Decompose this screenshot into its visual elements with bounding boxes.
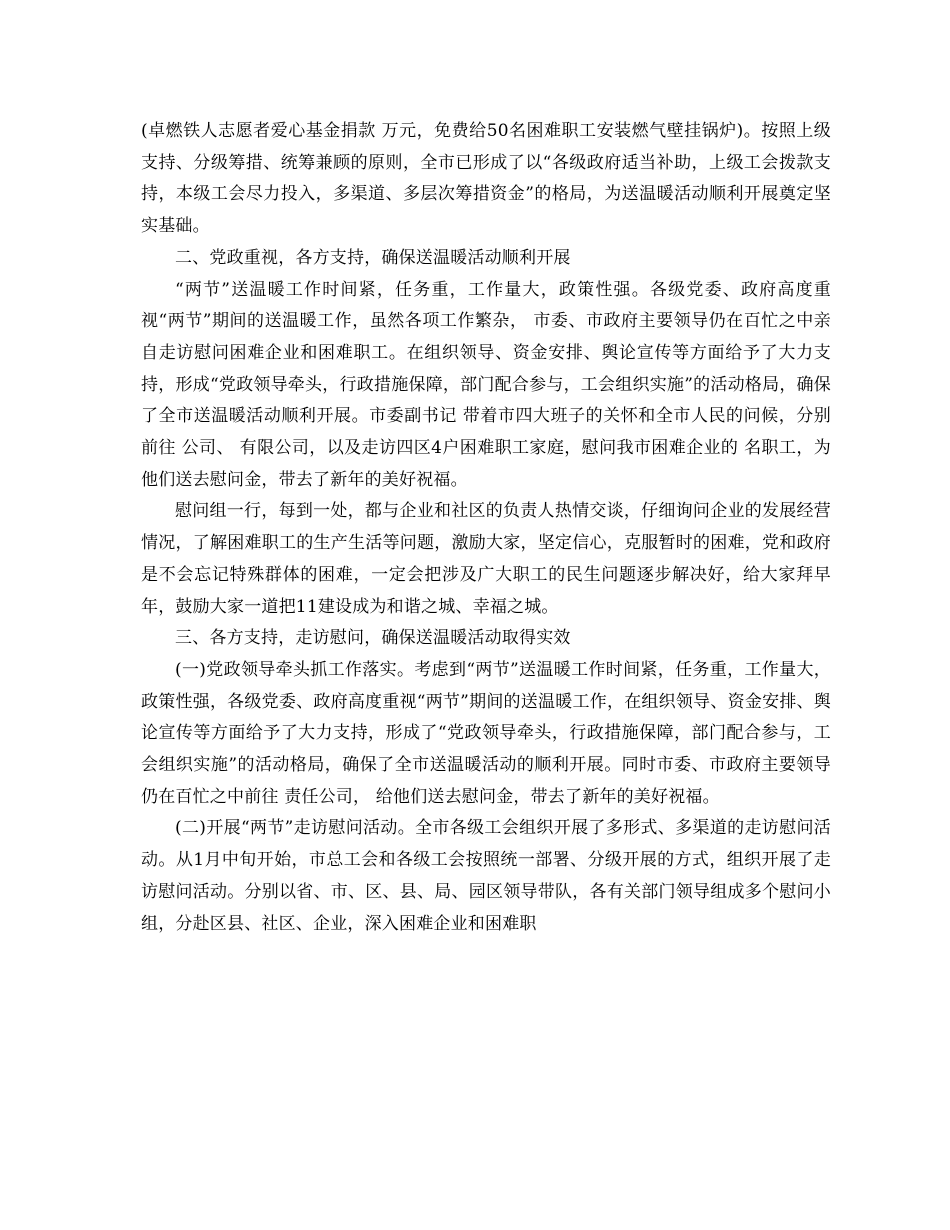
paragraph-party-support: “两节”送温暖工作时间紧，任务重，工作量大，政策性强。各级党委、政府高度重视“两节”期间的送温暖工作，虽然各项工作繁杂， 市委、市政府主要领导仍在百忙之中亲自走访慰问困难企业和困难职工。在组织领导、资金安排、舆论宣传等方面给予了大力支持，形成“党政领导牵头，行政措施保障，部门配合参与，工会组织实施”的活动格局，确保了全市送温暖活动顺利开展。市委副书记 带着市四大班子的关怀和全市人民的问候，分别前往 公司、 有限公司，以及走访四区4户困难职工家庭，慰问我市困难企业的 名职工，为他们送去慰问金，带去了新年的美好祝福。 <box>141 279 831 490</box>
section-heading-two: 二、党政重视，各方支持，确保送温暖活动顺利开展 <box>175 247 571 268</box>
paragraph-visit-activities: (二)开展“两节”走访慰问活动。全市各级工会组织开展了多形式、多渠道的走访慰问活动。从1月中旬开始，市总工会和各级工会按照统一部署、分级开展的方式，组织开展了走访慰问活动。分别以省、市、区、县、局、园区领导带队，各有关部门领导组成多个慰问小组，分赴区县、社区、企业，深入困难企业和困难职 <box>141 818 831 934</box>
section-heading-three: 三、各方支持，走访慰问，确保送温暖活动取得实效 <box>175 628 571 649</box>
document-body <box>141 116 831 940</box>
paragraph-visit-team: 慰问组一行，每到一处，都与企业和社区的负责人热情交谈，仔细询问企业的发展经营情况，了解困难职工的生产生活等问题，激励大家，坚定信心，克服暂时的困难，党和政府是不会忘记特殊群体的困难，一定会把涉及广大职工的民生问题逐步解决好，给大家拜早年，鼓励大家一道把11建设成为和谐之城、幸福之城。 <box>141 501 831 617</box>
paragraph-leadership: (一)党政领导牵头抓工作落实。考虑到“两节”送温暖工作时间紧，任务重，工作量大，政策性强，各级党委、政府高度重视“两节”期间的送温暖工作，在组织领导、资金安排、舆论宣传等方面给予了大力支持，形成了“党政领导牵头，行政措施保障，部门配合参与，工会组织实施”的活动格局，确保了全市送温暖活动的顺利开展。同时市委、市政府主要领导仍在百忙之中前往 责任公司， 给他们送去慰问金，带去了新年的美好祝福。 <box>141 659 831 807</box>
paragraph-funding: (卓燃铁人志愿者爱心基金捐款 万元，免费给50名困难职工安装燃气壁挂锅炉)。按照上级支持、分级筹措、统筹兼顾的原则，全市已形成了以“各级政府适当补助，上级工会拨款支持，本级工会尽力投入，多渠道、多层次筹措资金”的格局，为送温暖活动顺利开展奠定坚实基础。 <box>141 121 831 237</box>
